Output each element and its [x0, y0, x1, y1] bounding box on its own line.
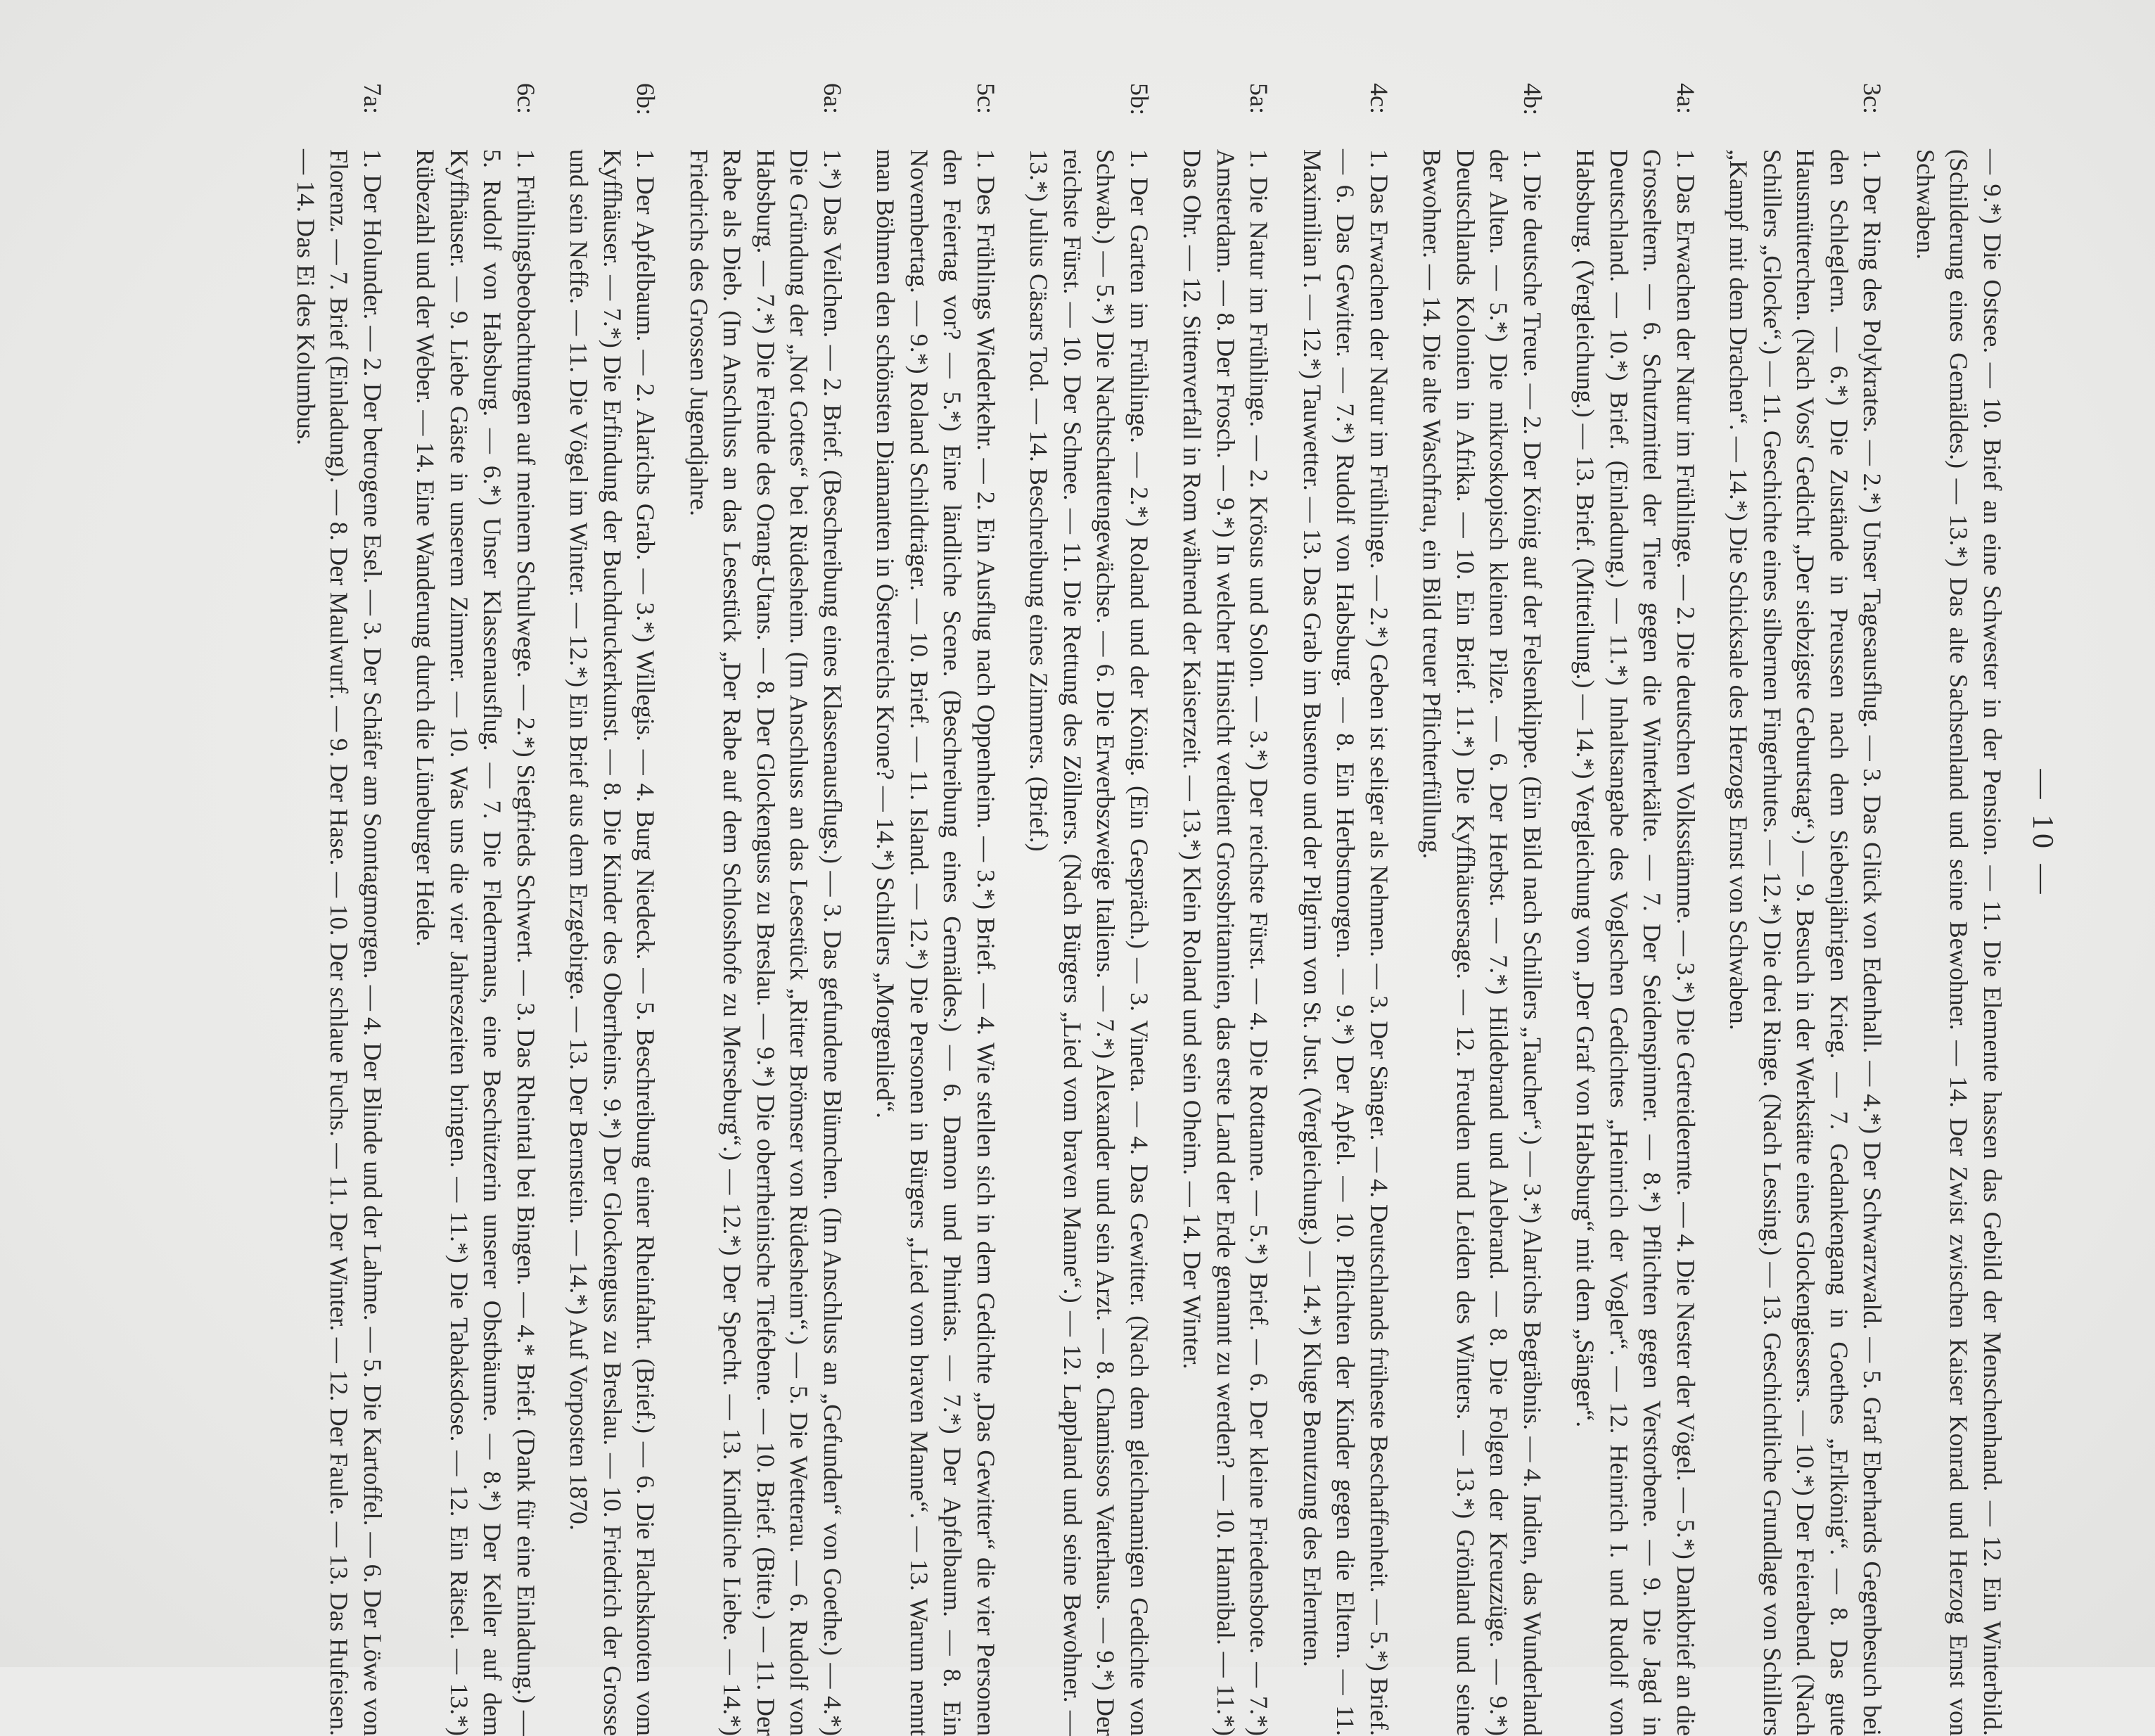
- section-6a: [682, 83, 850, 1736]
- section-label: 6a:: [819, 83, 847, 114]
- section-continuation: [1909, 83, 2009, 1736]
- section-3c: [1722, 83, 1889, 1736]
- section-text: 1. Die deutsche Treue. — 2. Der König auf der Felsenklippe. (Ein Bild nach Schillers „Taucher“.) — 3.*) Alarichs Begräbnis. — 4. Indien, das Wunderland der Alten. — 5.*) Die mikroskopisch kleinen Pilze. — 6. Der Herbst. — 7.*) Hildebrand und Alebrand. — 8. Die Folgen der Kreuzzüge. — 9.*) Deutschlands Kolonien in Afrika. — 10. Ein Brief. 11.*) Die Kyffhäusersage. — 12. Freuden und Leiden des Winters. — 13.*) Grönland und seine Bewohner. — 14. Die alte Waschfrau, ein Bild treuer Pflichterfüllung.: [1418, 149, 1547, 1736]
- section-text: 1. Der Ring des Polykrates. — 2.*) Unser Tagesausflug. — 3. Das Glück von Edenhall. — 4.*) Der Schwarzwald. — 5. Graf Eberhards Gegenbesuch bei den Schleglern. — 6.*) Die Zustände in Preussen nach dem Siebenjährigen Krieg. — 7. Gedankengang in Goethes „Erlkönig“. — 8. Das gute Hausmütterchen. (Nach Voss' Gedicht „Der siebzigste Geburtstag“.) — 9. Besuch in der Werkstätte eines Glockengiessers. — 10.*) Der Feierabend. (Nach Schillers „Glocke“.) — 11. Geschichte eines silbernen Fingerhutes. — 12.*) Die drei Ringe. (Nach Lessing.) — 13. Geschichtliche Grundlage von Schillers „Kampf mit dem Drachen“. — 14.*) Die Schicksale des Herzogs Ernst von Schwaben.: [1725, 149, 1887, 1736]
- section-label: 4c:: [1365, 83, 1393, 114]
- section-5b: [1022, 83, 1156, 1736]
- section-text: 1. Frühlingsbeobachtungen auf meinem Schulwege. — 2.*) Siegfrieds Schwert. — 3. Das Rheintal bei Bingen. — 4.* Brief. (Dank für eine Einladung.) — 5. Rudolf von Habsburg. — 6.*) Unser Klassenausflug. — 7. Die Fledermaus, eine Beschützerin unserer Obstbäume. — 8.*) Der Keller auf dem Kyffhäuser. — 9. Liebe Gäste in unserem Zimmer. — 10. Was uns die vier Jahreszeiten bringen. — 11.*) Die Tabaksdose. — 12. Ein Rätsel. — 13.*) Rübezahl und der Weber. — 14. Eine Wanderung durch die Lüneburger Heide.: [411, 149, 540, 1736]
- section-6c: [409, 83, 542, 1736]
- section-text: 1. Die Natur im Frühlinge. — 2. Krösus und Solon. — 3.*) Der reichste Fürst. — 4. Die Rottanne. — 5.*) Brief. — 6. Der kleine Friedensbote. — 7.*) Amsterdam. — 8. Der Frosch. — 9.*) In welcher Hinsicht verdient Grossbritannien, das erste Land der Erde genannt zu werden? — 10. Hannibal. — 11.*) Das Ohr. — 12. Sittenverfall in Rom während der Kaiserzeit. — 13.*) Klein Roland und sein Oheim. — 14. Der Winter.: [1178, 149, 1274, 1736]
- section-text: 1. Der Garten im Frühlinge. — 2.*) Roland und der König. (Ein Gespräch.) — 3. Vineta. — 4. Das Gewitter. (Nach dem gleichnamigen Gedichte von Schwab.) — 5.*) Die Nachtschattengewächse. — 6. Die Erwerbszweige Italiens. — 7.*) Alexander und sein Arzt. — 8. Chamissos Vaterhaus. — 9.*) Der reichste Fürst. — 10. Der Schnee. — 11. Die Rettung des Zöllners. (Nach Bürgers „Lied vom braven Manne“.) — 12. Lappland und seine Bewohner. — 13.*) Julius Cäsars Tod. — 14. Beschreibung eines Zimmers. (Brief.): [1025, 149, 1153, 1736]
- section-4c: [1296, 83, 1396, 1736]
- section-7a: [289, 83, 390, 1736]
- section-label: 5b:: [1125, 83, 1153, 116]
- section-text: 1. Das Erwachen der Natur im Frühlinge. — 2.*) Geben ist seliger als Nehmen. — 3. Der Sänger. — 4. Deutschlands früheste Beschaffenheit. — 5.*) Brief. — 6. Das Gewitter. — 7.*) Rudolf von Habsburg. — 8. Ein Herbstmorgen. — 9.*) Der Apfel. — 10. Pflichten der Kinder gegen die Eltern. — 11. Maximilian I. — 12.*) Tauwetter. — 13. Das Grab im Busento und der Pilgrim von St. Just. (Vergleichung.) — 14.*) Kluge Benutzung des Erlernten.: [1298, 149, 1393, 1736]
- section-text: 1. Des Frühlings Wiederkehr. — 2. Ein Ausflug nach Oppenheim. — 3.*) Brief. — 4. Wie stellen sich in dem Gedichte „Das Gewitter“ die vier Personen den Feiertag vor? — 5.*) Eine ländliche Scene. (Beschreibung eines Gemäldes.) — 6. Damon und Phintias. — 7.*) Der Apfelbaum. — 8. Ein Novembertag. — 9.*) Roland Schildträger. — 10. Brief. — 11. Island. — 12.*) Die Personen in Bürgers „Lied vom braven Manne“. — 13. Warum nennt man Böhmen den schönsten Diamanten in Österreichs Krone? — 14.*) Schillers „Morgenlied“.: [871, 149, 1000, 1736]
- section-4b: [1415, 83, 1549, 1736]
- section-label: 4b:: [1518, 83, 1547, 116]
- essay-topic-list: [269, 83, 2009, 1736]
- section-label: 4a:: [1672, 83, 1700, 114]
- section-text: 1. Der Apfelbaum. — 2. Alarichs Grab. — 3.*) Willegis. — 4. Burg Niedeck. — 5. Beschreibung einer Rheinfahrt. (Brief.) — 6. Die Flachsknoten vom Kyffhäuser. — 7.*) Die Erfindung der Buchdruckerkunst. — 8. Die Kinder des Oberrheins. 9.*) Der Glockenguss zu Breslau. — 10. Friedrich der Grosse und sein Neffe. — 11. Die Vögel im Winter. — 12.*) Ein Brief aus dem Erzgebirge. — 13. Der Bernstein. — 14.*) Auf Vorposten 1870.: [565, 149, 660, 1736]
- section-label: 5c:: [972, 83, 1000, 114]
- section-label: 5a:: [1245, 83, 1274, 114]
- section-text: — 9.*) Die Ostsee. — 10. Brief an eine Schwester in der Pension. — 11. Die Elemente hassen das Gebild der Menschenhand. — 12. Ein Winterbild. (Schilderung eines Gemäldes.) — 13.*) Das alte Sachsenland und seine Bewohner. — 14. Der Zwist zwischen Kaiser Konrad und Herzog Ernst von Schwaben.: [1912, 149, 2007, 1736]
- section-6b: [562, 83, 663, 1736]
- page-number: — 10 —: [2026, 769, 2059, 898]
- section-5a: [1175, 83, 1276, 1736]
- section-text: 1. Das Erwachen der Natur im Frühlinge. — 2. Die deutschen Volksstämme. — 3.*) Die Getreideernte. — 4. Die Nester der Vögel. — 5.*) Dankbrief an die Grosseltern. — 6. Schutzmittel der Tiere gegen die Winterkälte. — 7. Der Seidenspinner. — 8.*) Pflichten gegen Verstorbene. — 9. Die Jagd in Deutschland. — 10.*) Brief. (Einladung.) — 11.*) Inhaltsangabe des Voglschen Gedichtes „Heinrich der Vogler“. — 12. Heinrich I. und Rudolf von Habsburg. (Vergleichung.) — 13. Brief. (Mitteilung.) — 14.*) Vergleichung von „Der Graf von Habsburg“ mit dem „Sänger“.: [1571, 149, 1700, 1736]
- section-label: 3c:: [1858, 83, 1887, 114]
- section-label: 7a:: [359, 83, 387, 114]
- section-text: 1.*) Das Veilchen. — 2. Brief. (Beschreibung eines Klassenausflugs.) — 3. Das gefundene Blümchen. (Im Anschluss an „Gefunden“ von Goethe.) — 4.*) Die Gründung der „Not Gottes“ bei Rüdesheim. (Im Anschluss an das Lesestück „Ritter Brömser von Rüdesheim“.) — 5. Die Wetterau. — 6. Rudolf von Habsburg. — 7.*) Die Feinde des Orang-Utans. — 8. Der Glockenguss zu Breslau. — 9.*) Die oberrheinische Tiefebene. — 10. Brief. (Bitte.) — 11. Der Rabe als Dieb. (Im Anschluss an das Lesestück „Der Rabe auf dem Schlosshofe zu Merseburg“.) — 12.*) Der Specht. — 13. Kindliche Liebe. — 14.*) Friedrichs des Grossen Jugendjahre.: [685, 149, 847, 1736]
- section-5c: [869, 83, 1002, 1736]
- section-4a: [1568, 83, 1702, 1736]
- section-text: 1. Der Holunder. — 2. Der betrogene Esel. — 3. Der Schäfer am Sonntagmorgen. — 4. Der Blinde und der Lahme. — 5. Die Kartoffel. — 6. Der Löwe von Florenz. — 7. Brief (Einladung). — 8. Der Maulwurf. — 9. Der Hase. — 10. Der schlaue Fuchs. — 11. Der Winter. — 12. Der Faule. — 13. Das Hufeisen. — 14. Das Ei des Kolumbus.: [292, 149, 387, 1736]
- section-label: 6c:: [512, 83, 540, 114]
- section-label: 6b:: [632, 83, 660, 116]
